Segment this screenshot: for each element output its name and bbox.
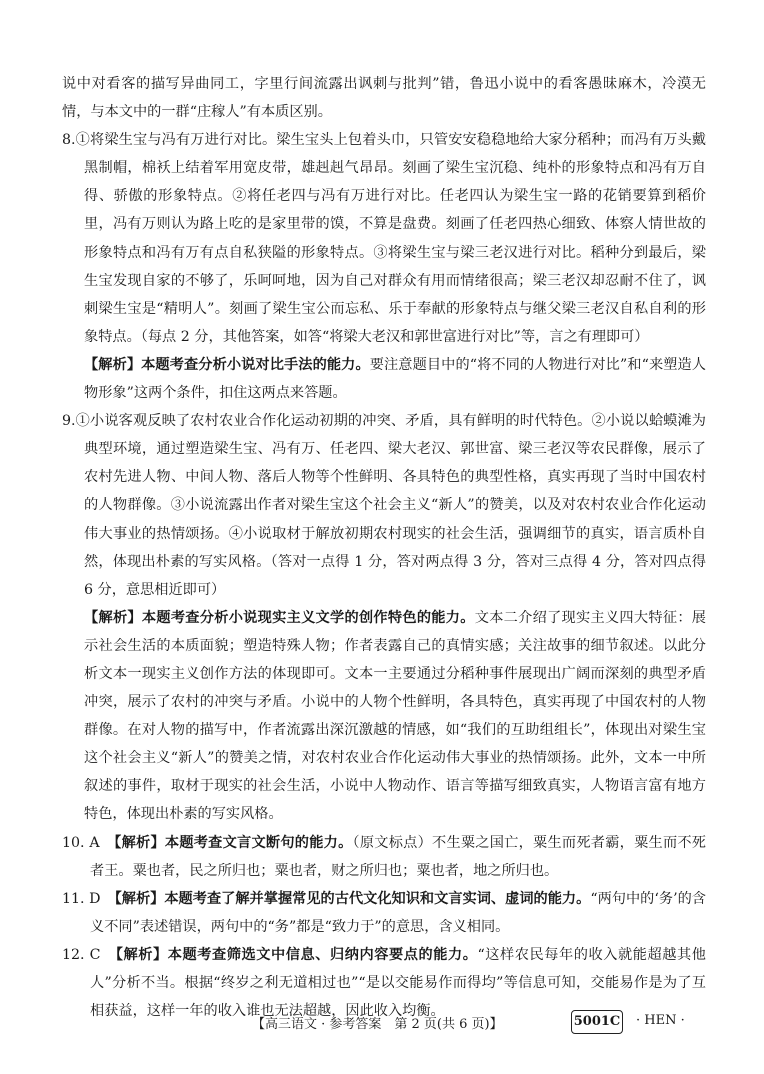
answer-content: [62, 70, 706, 1025]
footer-code-box: 5001C: [571, 1010, 623, 1034]
footer-tag: · HEN ·: [636, 1013, 685, 1028]
answer-12-choice: 12. C: [62, 946, 116, 963]
analysis-8: [62, 351, 706, 407]
answer-11: [62, 885, 706, 941]
analysis-10-text: （原文标点）不生粟之国亡，粟生而死者霸，粟生而不死者王。粟也者，民之所归也；粟也者，财之所归也；粟也者，地之所归也。: [90, 834, 706, 879]
analysis-9-label: 【解析】本题考查分析小说现实主义文学的创作特色的能力。: [84, 609, 475, 626]
analysis-9: [62, 604, 706, 829]
answer-10-choice: 10. A: [62, 834, 115, 851]
analysis-11-label: 【解析】本题考查了解并掌握常见的古代文化知识和文言实词、虚词的能力。: [114, 890, 591, 907]
analysis-12-text: “这样农民每年的收入就能超越其他人”分析不当。根据“终岁之利无道相过也”“是以交能易作而得均”等信息可知，交能易作是为了互相获益，这样一年的收入谁也无法超越，因此收入均衡。: [90, 946, 706, 1020]
answer-9: 9.①小说客观反映了农村农业合作化运动初期的冲突、矛盾，具有鲜明的时代特色。②小说以蛤蟆滩为典型环境，通过塑造梁生宝、冯有万、任老四、梁大老汉、郭世富、梁三老汉等农民群像，展示了农村先进人物、中间人物、落后人物等个性鲜明、各具特色的典型性格，真实再现了当时中国农村的人物群像。③小说流露出作者对梁生宝这个社会主义“新人”的赞美，以及对农村农业合作化运动伟大事业的热情颂扬。④小说取材于解放初期农村现实的社会生活，强调细节的真实，语言质朴自然，体现出朴素的写实风格。（答对一点得 1 分，答对两点得 3 分，答对三点得 4 分，答对四点得 6 分，意思相近即可）: [62, 413, 706, 598]
page-footer: [0, 1010, 764, 1038]
answer-11-choice: 11. D: [62, 890, 115, 907]
answer-8: 8.①将梁生宝与冯有万进行对比。梁生宝头上包着头巾，只管安安稳稳地给大家分稻种；而冯有万头戴黑制帽，棉袄上结着军用宽皮带，雄赳赳气昂昂。刻画了梁生宝沉稳、纯朴的形象特点和冯有万自得、骄傲的形象特点。②将任老四与冯有万进行对比。任老四认为梁生宝一路的花销要算到稻价里，冯有万则认为路上吃的是家里带的馍，不算是盘费。刻画了任老四热心细致、体察人情世故的形象特点和冯有万有点自私狭隘的形象特点。③将梁生宝与梁三老汉进行对比。稻种分到最后，梁生宝发现自家的不够了，乐呵呵地，因为自己对群众有用而情绪很高；梁三老汉却忍耐不住了，讽刺梁生宝是“精明人”。刻画了梁生宝公而忘私、乐于奉献的形象特点与继父梁三老汉自私自利的形象特点。（每点 2 分，其他答案，如答“将梁大老汉和郭世富进行对比”等，言之有理即可）: [62, 132, 706, 345]
analysis-12-label: 【解析】本题考查筛选文中信息、归纳内容要点的能力。: [115, 946, 478, 963]
analysis-10-label: 【解析】本题考查文言文断句的能力。: [114, 834, 353, 851]
analysis-11-text: “两句中的‘务’的含义不同”表述错误，两句中的“务”都是“致力于”的意思，含义相同。: [90, 890, 706, 935]
answer-10: [62, 829, 706, 885]
footer-title: 【高三语文 · 参考答案 第 2 页(共 6 页)】: [252, 1017, 503, 1032]
analysis-9-text: 文本二介绍了现实主义四大特征：展示社会生活的本质面貌；塑造特殊人物；作者表露自己的真情实感；关注故事的细节叙述。以此分析文本一现实主义创作方法的体现即可。文本一主要通过分稻种事件展现出广阔而深刻的典型矛盾冲突，展示了农村的冲突与矛盾。小说中的人物个性鲜明，各具特色，真实再现了中国农村的人物群像。在对人物的描写中，作者流露出深沉激越的情感，如“我们的互助组组长”，体现出对梁生宝这个社会主义“新人”的赞美之情，对农村农业合作化运动伟大事业的热情颂扬。此外，文本一中所叙述的事件，取材于现实的社会生活，小说中人物动作、语言等描写细致真实，人物语言富有地方特色，体现出朴素的写实风格。: [84, 609, 706, 823]
intro-paragraph: 说中对看客的描写异曲同工，字里行间流露出讽刺与批判”错，鲁迅小说中的看客愚昧麻木，冷漠无情，与本文中的一群“庄稼人”有本质区别。: [62, 76, 706, 121]
analysis-8-text: 要注意题目中的“将不同的人物进行对比”和“来塑造人物形象”这两个条件，扣住这两点来答题。: [84, 356, 706, 402]
analysis-8-label: 【解析】本题考查分析小说对比手法的能力。: [84, 356, 370, 373]
